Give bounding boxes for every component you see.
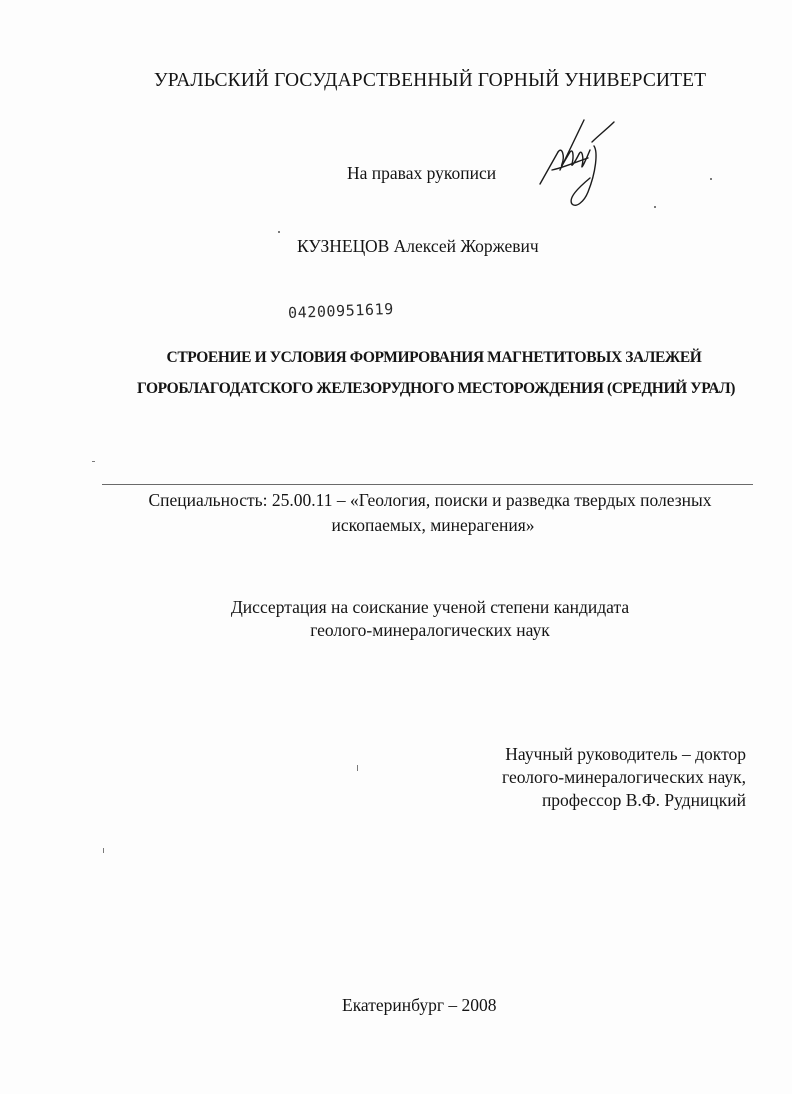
university-name: УРАЛЬСКИЙ ГОСУДАРСТВЕННЫЙ ГОРНЫЙ УНИВЕРСИТЕТ [153,70,707,91]
specialty-line-2: ископаемых, минерагения» [331,515,535,535]
advisor-line-2: геолого-минералогических наук, [502,767,746,787]
scan-speck [92,461,95,462]
manuscript-note: На правах рукописи [347,163,497,183]
city-year: Екатеринбург – 2008 [342,995,497,1015]
scan-speck [357,765,358,771]
author-name: КУЗНЕЦОВ Алексей Жоржевич [297,236,539,256]
scan-speck [654,206,656,208]
degree-line-2: геолого-минералогических наук [310,620,550,640]
scan-speck [278,231,280,233]
signature-icon [532,112,632,210]
scan-speck [710,178,712,180]
degree-line-1: Диссертация на соискание ученой степени кандидата [230,597,630,617]
dissertation-title-line-1: СТРОЕНИЕ И УСЛОВИЯ ФОРМИРОВАНИЯ МАГНЕТИТОВЫХ ЗАЛЕЖЕЙ [166,349,702,366]
advisor-line-1: Научный руководитель – доктор [505,744,746,764]
divider [102,484,753,485]
advisor-line-3: профессор В.Ф. Рудницкий [541,790,746,810]
specialty-line-1: Специальность: 25.00.11 – «Геология, поиски и разведка твердых полезных [148,490,712,510]
dissertation-title-line-2: ГОРОБЛАГОДАТСКОГО ЖЕЛЕЗОРУДНОГО МЕСТОРОЖДЕНИЯ (СРЕДНИЙ УРАЛ) [136,380,736,397]
scan-speck [103,848,104,853]
inventory-stamp: 04200951619 [287,299,395,322]
